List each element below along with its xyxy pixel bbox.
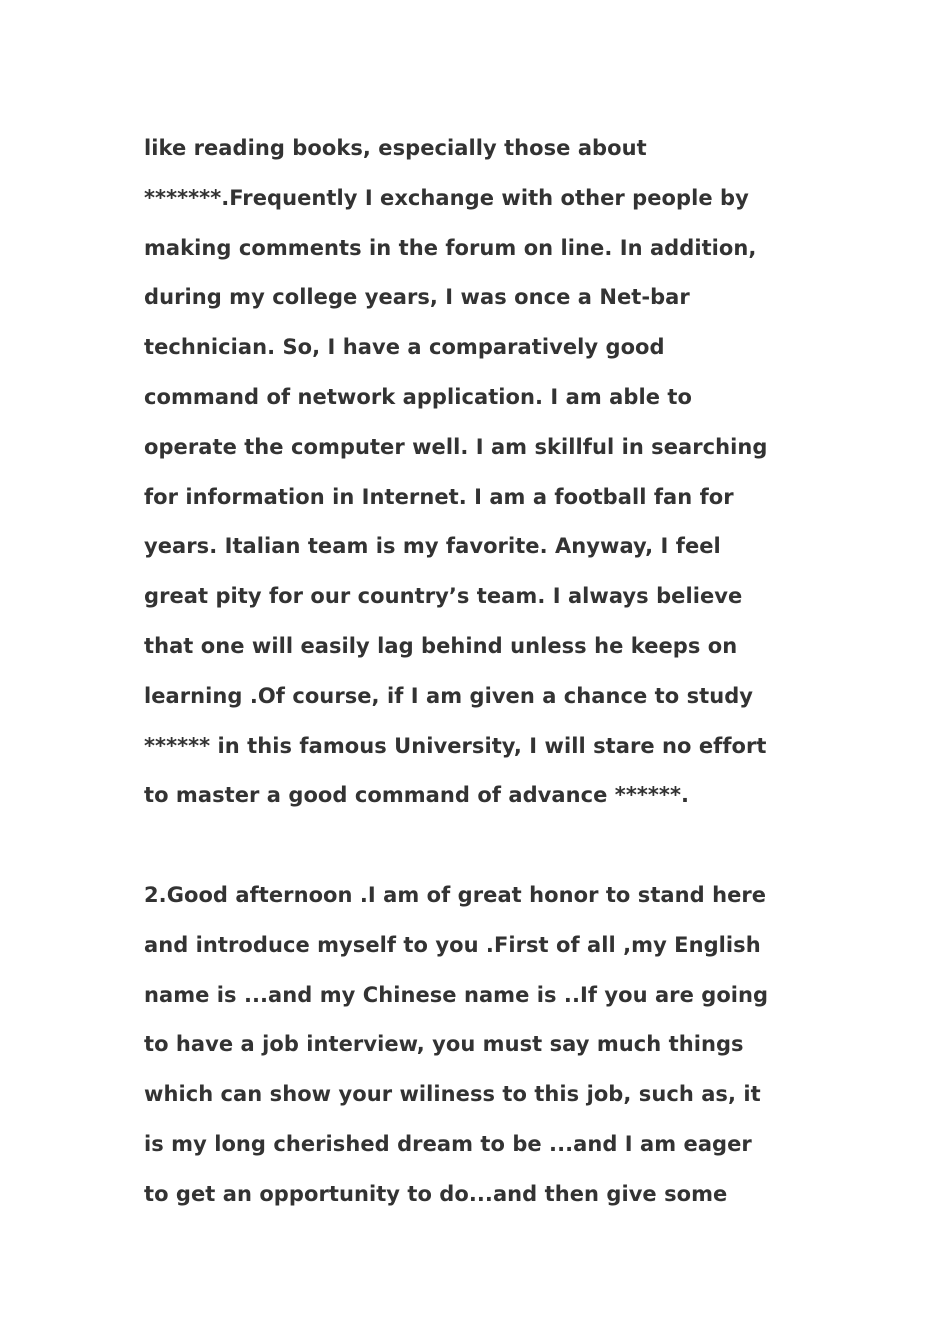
text-line: which can show your wiliness to this job, such as, it bbox=[144, 1082, 761, 1107]
text-line: that one will easily lag behind unless he keeps on bbox=[144, 633, 738, 658]
text-line: and introduce myself to you .First of all ,my English bbox=[144, 932, 761, 957]
text-line: name is ...and my Chinese name is ..If you are going bbox=[144, 982, 769, 1007]
text-line: learning .Of course, if I am given a chance to study bbox=[144, 683, 754, 708]
text-line: for information in Internet. I am a football fan for bbox=[144, 484, 734, 509]
text-line: operate the computer well. I am skillful in searching bbox=[144, 434, 768, 459]
text-line: to have a job interview, you must say much things bbox=[144, 1032, 744, 1057]
text-line: ****** in this famous University, I will stare no effort bbox=[144, 733, 767, 758]
text-line: years. Italian team is my favorite. Anyway, I feel bbox=[144, 534, 721, 559]
text-line: is my long cherished dream to be ...and I am eager bbox=[144, 1131, 752, 1156]
text-line: like reading books, especially those about bbox=[144, 136, 647, 160]
paragraph-2 bbox=[144, 871, 844, 1220]
text-line: technician. So, I have a comparatively good bbox=[144, 335, 665, 360]
text-line: great pity for our country’s team. I always believe bbox=[144, 584, 743, 609]
paragraph-spacer bbox=[144, 821, 844, 871]
document-body bbox=[144, 124, 844, 1220]
text-line: making comments in the forum on line. In addition, bbox=[144, 235, 757, 260]
text-line: command of network application. I am able to bbox=[144, 384, 692, 409]
text-line: to get an opportunity to do...and then give some bbox=[144, 1181, 728, 1206]
text-line: 2.Good afternoon .I am of great honor to stand here bbox=[144, 882, 767, 907]
text-line: to master a good command of advance ******. bbox=[144, 783, 690, 808]
paragraph-1 bbox=[144, 124, 844, 821]
text-line: during my college years, I was once a Net-bar bbox=[144, 285, 690, 310]
text-line: *******.Frequently I exchange with other people by bbox=[144, 185, 749, 210]
